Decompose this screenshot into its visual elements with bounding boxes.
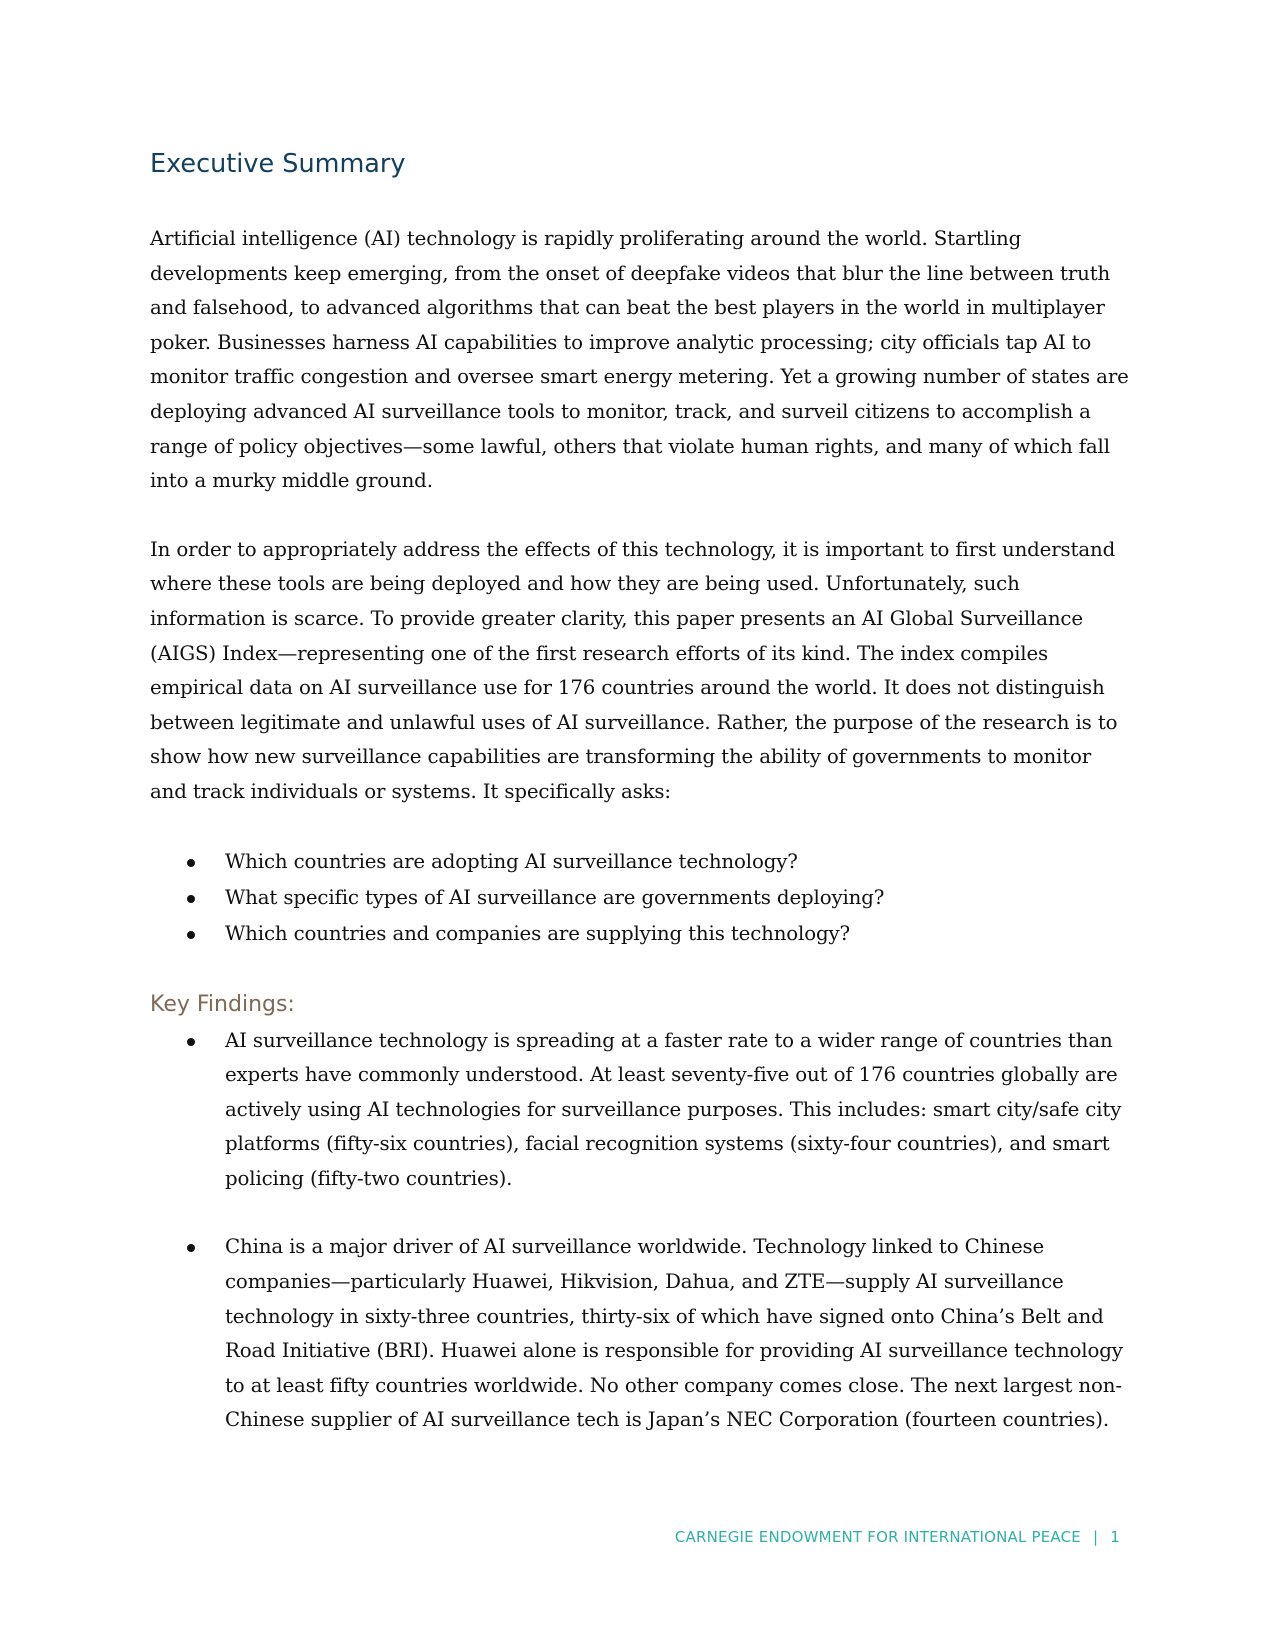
- question-text: Which countries and companies are supplying this technology?: [225, 921, 850, 945]
- question-text: Which countries are adopting AI surveillance technology?: [225, 849, 798, 873]
- bullet-icon: [187, 1244, 195, 1252]
- research-questions-list: [150, 844, 1130, 952]
- key-findings-heading: Key Findings:: [150, 991, 295, 1017]
- footer-org-name: CARNEGIE ENDOWMENT FOR INTERNATIONAL PEACE: [674, 1528, 1081, 1546]
- list-item: [150, 1024, 1130, 1197]
- section-heading: Executive Summary: [150, 149, 406, 179]
- list-item: [150, 916, 1130, 952]
- bullet-icon: [187, 1038, 195, 1046]
- bullet-icon: [187, 931, 195, 939]
- list-item: [150, 880, 1130, 916]
- footer-separator: |: [1092, 1528, 1099, 1546]
- finding-text: AI surveillance technology is spreading at a faster rate to a wider range of countries than experts have commonly understood. At least seventy-five out of 176 countries globally are actively using AI technologies for surveillance purposes. This includes: smart city/safe city platforms (fifty-six countries), facial recognition systems (sixty-four countries), and smart policing (fifty-two countries).: [225, 1028, 1122, 1190]
- list-item: [150, 1230, 1130, 1438]
- bullet-icon: [187, 859, 195, 867]
- bullet-icon: [187, 895, 195, 903]
- index-paragraph: In order to appropriately address the effects of this technology, it is important to first understand where these tools are being deployed and how they are being used. Unfortunately, such information is scarce. To provide greater clarity, this paper presents an AI Global Surveillance (AIGS) Index—representing one of the first research efforts of its kind. The index compiles empirical data on AI surveillance use for 176 countries around the world. It does not distinguish between legitimate and unlawful uses of AI surveillance. Rather, the purpose of the research is to show how new surveillance capabilities are transforming the ability of governments to monitor and track individuals or systems. It specifically asks:: [150, 537, 1118, 803]
- list-item: [150, 844, 1130, 880]
- page-footer: [675, 1528, 1120, 1546]
- page-content: [150, 146, 1130, 1472]
- intro-paragraph: Artificial intelligence (AI) technology is rapidly proliferating around the world. Startling developments keep emerging, from the onset of deepfake videos that blur the line between truth and falsehood, to advanced algorithms that can beat the best players in the world in multiplayer poker. Businesses harness AI capabilities to improve analytic processing; city officials tap AI to monitor traffic congestion and oversee smart energy metering. Yet a growing number of states are deploying advanced AI surveillance tools to monitor, track, and surveil citizens to accomplish a range of policy objectives—some lawful, others that violate human rights, and many of which fall into a murky middle ground.: [150, 227, 1129, 493]
- key-findings-list: [150, 1024, 1130, 1439]
- question-text: What specific types of AI surveillance are governments deploying?: [225, 885, 885, 909]
- finding-text: China is a major driver of AI surveillance worldwide. Technology linked to Chinese companies—particularly Huawei, Hikvision, Dahua, and ZTE—supply AI surveillance technology in sixty-three countries, thirty-six of which have signed onto China’s Belt and Road Initiative (BRI). Huawei alone is responsible for providing AI surveillance technology to at least fifty countries worldwide. No other company comes close. The next largest non-Chinese supplier of AI surveillance tech is Japan’s NEC Corporation (fourteen countries).: [225, 1235, 1123, 1432]
- page-number: 1: [1110, 1528, 1120, 1546]
